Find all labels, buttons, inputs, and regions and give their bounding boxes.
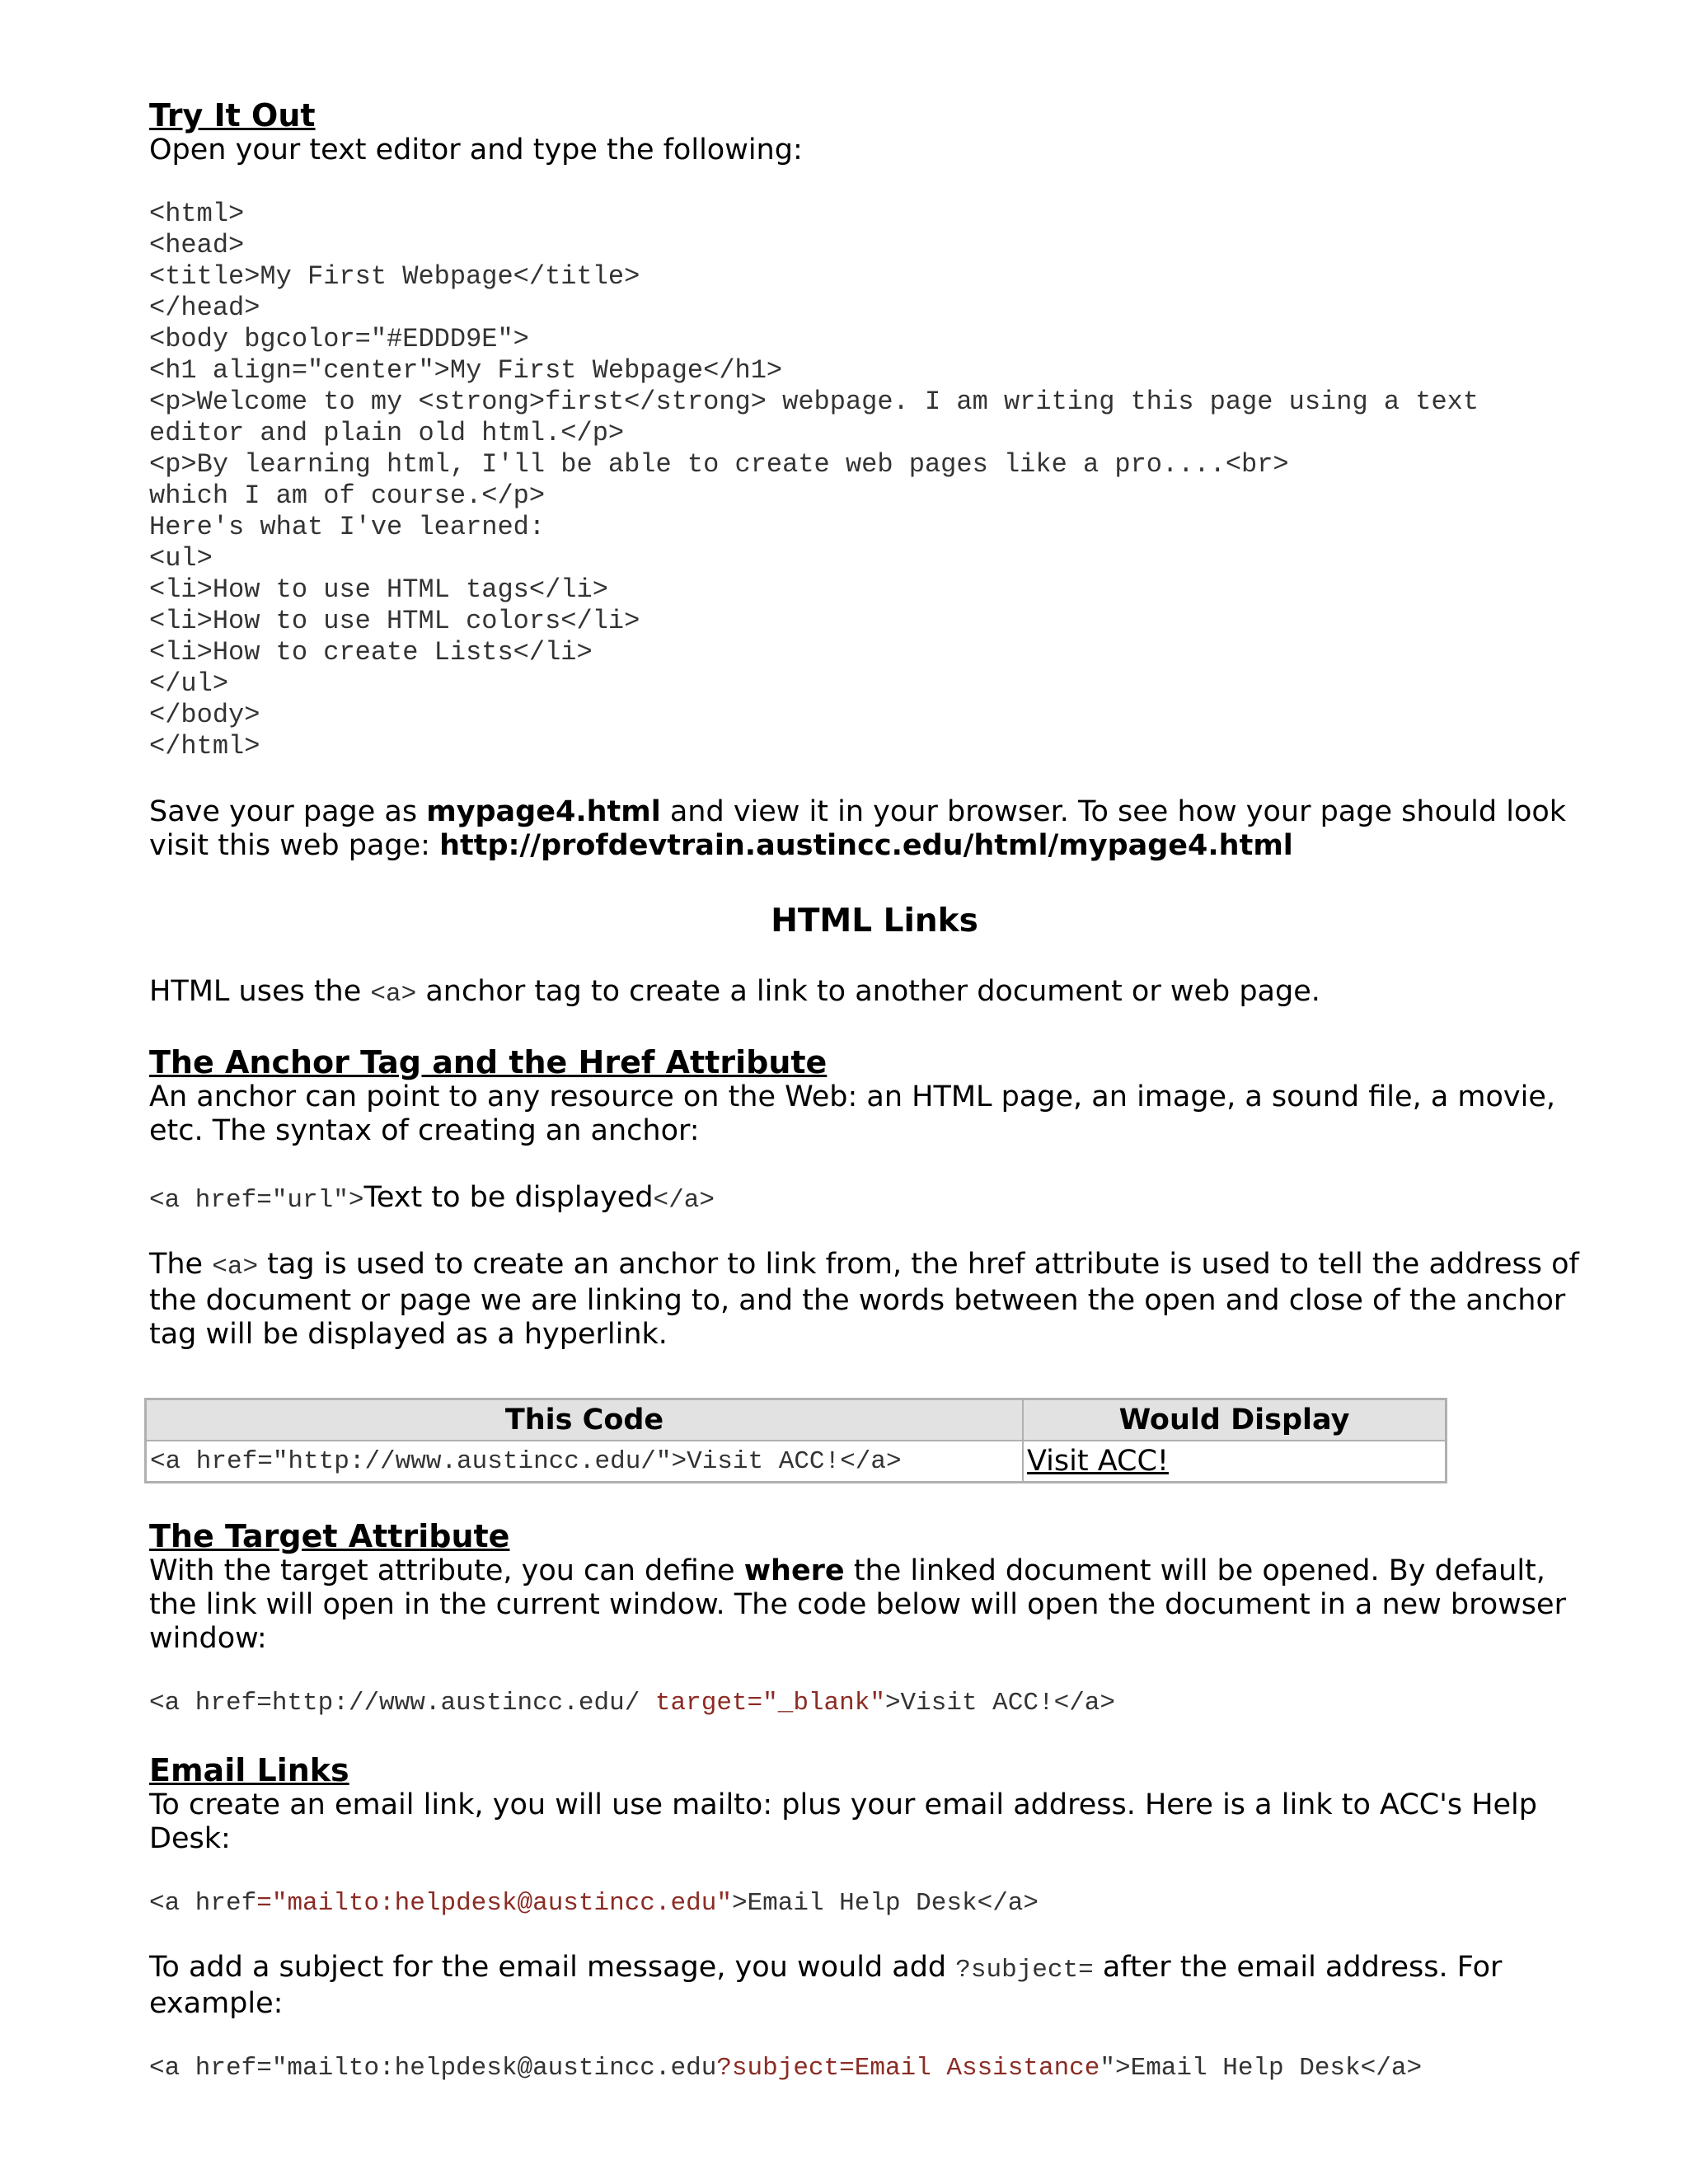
email-code — [149, 1889, 1600, 1918]
anchor-syntax — [149, 1181, 1600, 1215]
anchor-syntax-close: </a> — [653, 1186, 715, 1215]
code-line: <body bgcolor="#EDDD9E"> — [149, 324, 529, 354]
email-heading: Email Links — [149, 1752, 349, 1788]
email-code2-b: ?subject=Email Assistance — [716, 2054, 1100, 2083]
subject-code: ?subject= — [955, 1956, 1094, 1985]
subject-text-pre: To add a subject for the email message, you would add — [149, 1951, 956, 1984]
table-header-display: Would Display — [1023, 1399, 1446, 1441]
code-line: <html> — [149, 199, 245, 229]
email-code2-c: ">Email Help Desk</a> — [1100, 2054, 1423, 2083]
links-intro-code: <a> — [370, 980, 417, 1009]
code-line: <title>My First Webpage</title> — [149, 261, 640, 292]
save-text-pre: Save your page as — [149, 795, 427, 828]
code-line: <li>How to use HTML colors</li> — [149, 606, 640, 636]
target-text-bold: where — [743, 1554, 845, 1587]
links-intro-post: anchor tag to create a link to another document or web page. — [416, 975, 1320, 1008]
email-code-c: >Email Help Desk</a> — [731, 1889, 1039, 1918]
target-code-a: <a href=http://www.austincc.edu/ — [149, 1689, 655, 1718]
document-page — [149, 97, 1600, 2083]
html-links-title: HTML Links — [771, 902, 978, 940]
code-line: </body> — [149, 700, 260, 730]
email-code2-a: <a href="mailto:helpdesk@austincc.edu — [149, 2054, 717, 2083]
anchor-explanation — [149, 1248, 1600, 1352]
target-text-post: the linked document will be opened. By default, the link will open in the current window. The code below will open the document in a new browser window: — [149, 1554, 1566, 1655]
code-line: </html> — [149, 731, 260, 762]
example-table — [144, 1398, 1447, 1483]
code-block — [149, 199, 1600, 762]
save-url: http://profdevtrain.austincc.edu/html/mypage4.html — [439, 829, 1293, 862]
target-code-b: target="_blank" — [654, 1689, 885, 1718]
table-cell-code — [146, 1441, 1023, 1482]
anchor-explain-code: <a> — [212, 1253, 259, 1282]
save-instructions — [149, 795, 1600, 863]
target-text-pre: With the target attribute, you can define — [149, 1554, 744, 1587]
save-filename: mypage4.html — [426, 795, 661, 828]
anchor-explain-pre: The — [149, 1248, 213, 1281]
code-line: <h1 align="center">My First Webpage</h1> — [149, 355, 783, 386]
target-code — [149, 1689, 1600, 1718]
target-code-c: >Visit ACC!</a> — [884, 1689, 1115, 1718]
code-line: <p>Welcome to my <strong>first</strong> webpage. I am writing this page using a text — [149, 387, 1479, 417]
email-code-a: <a href — [149, 1889, 257, 1918]
save-text-mid: and view it in your browser. To see how your page should look visit this web page: — [149, 795, 1567, 862]
code-line: which I am of course.</p> — [149, 480, 546, 511]
anchor-explain-post: tag is used to create an anchor to link from, the href attribute is used to tell the address of the document or page we are linking to, and the words between the open and close of the anchor tag will be displayed as a hyperlink. — [149, 1248, 1579, 1351]
code-line: <li>How to create Lists</li> — [149, 637, 593, 668]
code-line: editor and plain old html.</p> — [149, 418, 625, 448]
code-line: </ul> — [149, 668, 229, 699]
target-text — [149, 1554, 1600, 1656]
code-line: <ul> — [149, 543, 213, 574]
anchor-syntax-open: <a href="url"> — [149, 1186, 364, 1215]
code-line: <p>By learning html, I'll be able to create web pages like a pro....<br> — [149, 449, 1289, 480]
table-header-code: This Code — [146, 1399, 1023, 1441]
table-header-row — [146, 1399, 1446, 1441]
target-heading: The Target Attribute — [149, 1518, 510, 1554]
anchor-heading: The Anchor Tag and the Href Attribute — [149, 1044, 828, 1080]
table-row — [146, 1441, 1446, 1482]
subject-text — [149, 1951, 1600, 2021]
table-code-text: <a href="http://www.austincc.edu/">Visit ACC!</a> — [150, 1446, 902, 1476]
code-line: <li>How to use HTML tags</li> — [149, 574, 608, 605]
anchor-text: An anchor can point to any resource on the Web: an HTML page, an image, a sound file, a movie, etc. The syntax of creating an anchor: — [149, 1080, 1555, 1147]
code-line: </head> — [149, 293, 260, 323]
table-cell-display — [1023, 1441, 1446, 1482]
anchor-syntax-text: Text to be displayed — [363, 1181, 654, 1214]
try-it-out-intro: Open your text editor and type the following: — [149, 134, 803, 166]
email-text: To create an email link, you will use mailto: plus your email address. Here is a link to ACC's Help Desk: — [149, 1788, 1537, 1855]
links-intro-pre: HTML uses the — [149, 975, 371, 1008]
links-intro — [149, 975, 1600, 1011]
try-it-out-heading: Try It Out — [149, 97, 316, 134]
visit-acc-link[interactable]: Visit ACC! — [1027, 1445, 1169, 1478]
email-subject-code — [149, 2054, 1600, 2083]
code-line: <head> — [149, 230, 245, 260]
code-line: Here's what I've learned: — [149, 512, 546, 542]
subject-text-post: after the email address. For example: — [149, 1951, 1503, 2020]
email-code-b: ="mailto:helpdesk@austincc.edu" — [256, 1889, 732, 1918]
